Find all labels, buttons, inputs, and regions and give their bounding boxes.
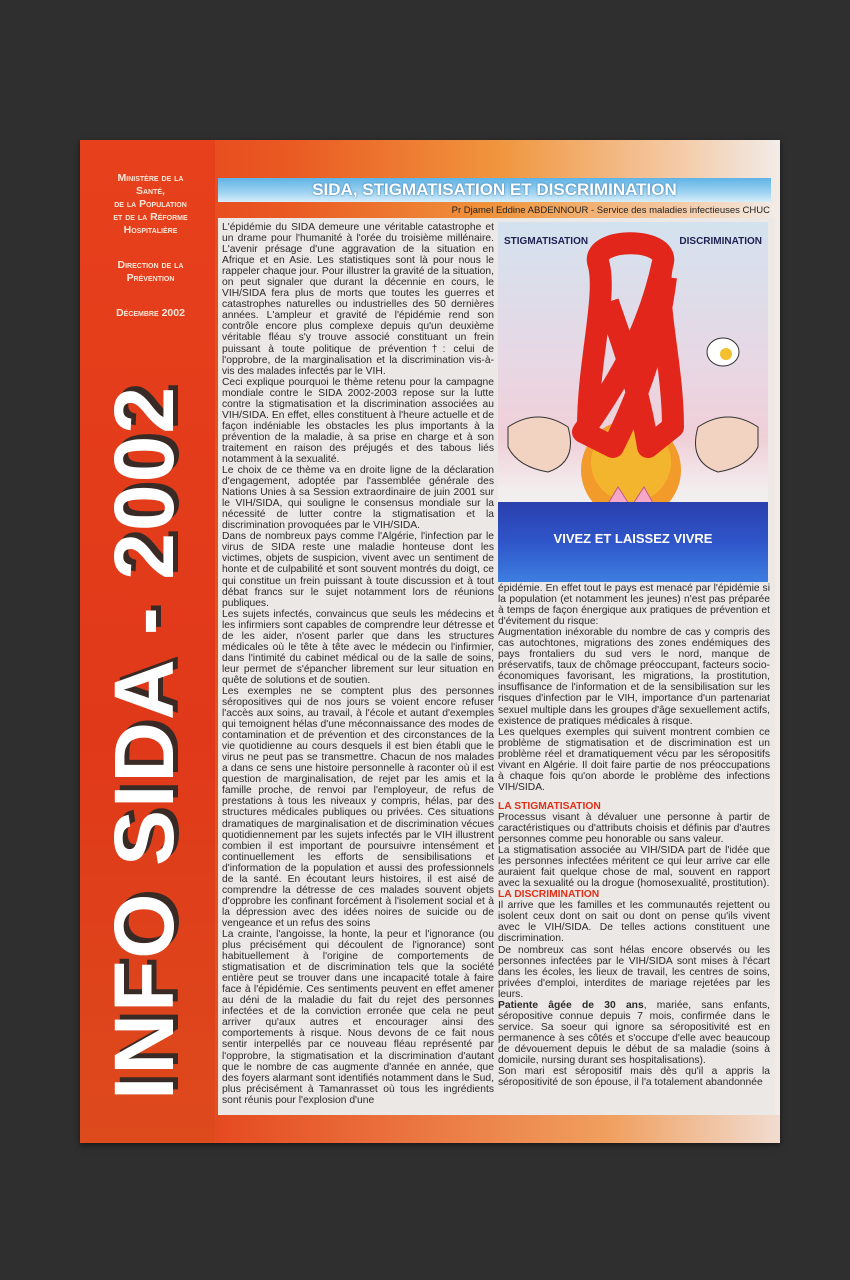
ministry-line: Ministère de la bbox=[117, 172, 184, 184]
issue-date: Décembre 2002 bbox=[116, 307, 185, 319]
paragraph: épidémie. En effet tout le pays est menacé par l'épidémie si la population (et notamment les jeunes) n'est pas préparée à temps de façon énergique aux pratiques de prévention et d'évitement du risque: bbox=[498, 583, 770, 628]
paragraph: La crainte, l'angoisse, la honte, la peur et l'ignorance (ou plus précisément qui découlent de l'ignorance) sont habituellement à l'origine de comportements de stigmatisation et de discrimination tels que la société entière peut se trouver dans une incapacité totale à faire face à l'épidémie. Ces sentiments peuvent en effet amener au déni de la maladie du fait du rejet des personnes infectées et de la conviction erronée que cela ne peut arriver qu'aux autres et encourager ainsi des comportements à risque. Nous devons de ce fait nous sentir interpellés par ce nouveau fléau représenté par l'opprobre, la stigmatisation et la discrimination d'autant que le nombre de cas augmente d'année en année, que des foyers alarmant sont identifiés notamment dans le Sud, plus précisément à Tamanrasset où tous les ingrédients sont réunis pour l'explosion d'une bbox=[222, 929, 494, 1106]
article-author: Pr Djamel Eddine ABDENNOUR - Service des maladies infectieuses CHUC bbox=[451, 205, 770, 216]
paragraph: De nombreux cas sont hélas encore observés ou les personnes infectées par le VIH/SIDA sont mises à l'écart dans les écoles, les lieux de travail, les centres de soins, privées d'emploi, interdites de mariage rejetées par les leurs. bbox=[498, 944, 770, 1000]
paragraph: Dans de nombreux pays comme l'Algérie, l'infection par le virus de SIDA reste une maladie honteuse dont les victimes, objets de suspicion, vivent avec un sentiment de honte et de culpabilité et sont souvent montrés du doigt, ce qui constitue un frein puissant à toute discussion et à tout débat francs sur le sujet notamment lors de réunions publiques. bbox=[222, 531, 494, 609]
ministry-block bbox=[88, 172, 213, 320]
paragraph: La stigmatisation associée au VIH/SIDA part de l'idée que les personnes infectées méritent ce qui leur arrive car elle auraient fait quelque chose de mal, souvent en rapport avec la sexualité ou la drogue (homosexualité, prostitution). bbox=[498, 845, 770, 890]
paragraph: Il arrive que les familles et les communautés rejettent ou isolent ceux dont on sait ou dont on pense qu'ils vivent avec le VIH/SIDA. De telles actions constituent une discrimination. bbox=[498, 900, 770, 945]
paragraph: Les quelques exemples qui suivent montrent combien ce problème de stigmatisation et de discrimination est un problème réel et dramatiquement vécu par les séropositifs vivant en Algérie. Il doit faire partie de nos préoccupations à chaque fois qu'on aborde le problème des infections VIH/SIDA. bbox=[498, 726, 770, 793]
paragraph: Ceci explique pourquoi le thème retenu pour la campagne mondiale contre le SIDA 2002-2003 repose sur la lutte contre la stigmatisation et la discrimination associées au VIH/SIDA. En effet, elles constituent à l'heure actuelle et de façon indéniable les obstacles les plus importants à la prévention de la maladie, à sa prise en charge et à son traitement en raison des préjugés et des tabous liés notamment à la sexualité. bbox=[222, 376, 494, 465]
paragraph: Processus visant à dévaluer une personne à partir de caractéristiques ou d'attributs choisis et définis par d'autres personnes comme peu honorable ou sans valeur. bbox=[498, 811, 770, 846]
poster-slogan: VIVEZ ET LAISSEZ VIVRE bbox=[553, 531, 713, 546]
paragraph bbox=[498, 1000, 770, 1066]
left-sidebar bbox=[80, 140, 215, 1143]
ministry-line: Santé, bbox=[136, 185, 165, 197]
bottom-band bbox=[215, 1115, 780, 1143]
paragraph: L'épidémie du SIDA demeure une véritable catastrophe et un drame pour l'humanité à l'orée du troisième millénaire. L'avenir présage d'une aggravation de la situation en Afrique et en Asie. Les statistiques sont là pour nous le rappeler chaque jour. Pour illustrer la gravité de la situation, on peut signaler que durant la décennie en cours, le VIH/SIDA fera plus de morts que toutes les guerres et catastrophes naturelles ou industrielles des 50 dernières années. L'ampleur et gravité de l'épidémie rend son contrôle encore plus complexe depuis qu'un deuxième véritable fléau s'y trouve associé constituant un frein puissant à toute politique de prévention†: celui de l'opprobre, de la marginalisation et la discrimination vis-à-vis des malades infectés par le VIH. bbox=[222, 222, 494, 377]
poster-text: STIGMATISATION bbox=[504, 236, 589, 247]
paragraph: Le choix de ce thème va en droite ligne de la déclaration d'engagement, adoptée par l'assemblée générale des Nations Unies à sa Session extraordinaire de juin 2001 sur le VIH/SIDA, qui souligne le consensus mondiale sur la nécessité de lutter contre la stigmatisation et la discrimination provoquées par le VIH/SIDA. bbox=[222, 465, 494, 532]
paragraph: Les exemples ne se comptent plus des personnes séropositives qui de nos jours se voient encore refuser l'accès aux soins, au travail, à l'école et autant d'exemples qui temoignent hélas d'une méconnaissance des modes de contamination et de prévention et des circonstances de la vie quotidienne au cours desquels il est bien établi que le virus ne peut pas se transmettre. Chacun de nos malades a dans ce sens une histoire personnelle à raconter où il est question de marginalisation, de rejet par les amis et la famille proche, de renvoi par l'employeur, de refus de prestations à tous les niveaux y compris, hélas, par des structures médicales publiques ou privées. Ces situations dramatiques de marginalisation et de discrimination vécues quotidiennement par les sujets infectés par le VIH illustrent combien il est important de poursuivre intensément et continuellement les efforts de sensibilisations et d'information de la population et aussi des professionnels de la santé. En écoutant leurs histoires, il est aisé de comprendre la détresse de ces malades souvent objets d'opprobre les confinant forcément à l'isolement social et à la dépression avec des idées noires de suicide ou de vengeance et un refus des soins bbox=[222, 685, 494, 929]
article-body bbox=[218, 218, 775, 1115]
direction-line: Direction de la bbox=[117, 259, 184, 271]
ministry-line: de la Population bbox=[114, 198, 187, 210]
poster-text: ET bbox=[626, 236, 639, 247]
ministry-line: et de la Réforme bbox=[113, 211, 188, 223]
right-column bbox=[498, 583, 770, 1088]
case-text: , mariée, sans enfants, séropositive connue depuis 7 mois, confirmée dans le service. Sa soeur qui ignore sa séropositivité est en permanence à ses côtés et s'occupe d'elle avec beaucoup de dévouement depuis le début de sa maladie (soins à domicile, nursing durant ses hospitalisations). bbox=[498, 999, 771, 1066]
paragraph: Son mari est séropositif mais dès qu'il a appris la séropositivité de son épouse, il l'a totalement abandonnée bbox=[498, 1066, 770, 1089]
section-heading: LA STIGMATISATION bbox=[498, 800, 601, 812]
publication-title: INFO SIDA - 2002 bbox=[97, 384, 191, 1100]
paragraph: Les sujets infectés, convaincus que seuls les médecins et les infirmiers sont capables de comprendre leur détresse et de les aider, n'osent parler que dans les structures médicales où le tête à tête avec le médecin ou l'infirmier, dans l'intimité du cabinet médical ou de la salle de soins, leur permet de s'épancher librement sur leur situation en quête de solutions et de soutien. bbox=[222, 608, 494, 686]
section-heading: LA DISCRIMINATION bbox=[498, 889, 600, 901]
case-label: Patiente âgée de 30 ans bbox=[498, 999, 644, 1011]
article-title: SIDA, STIGMATISATION ET DISCRIMINATION bbox=[218, 178, 771, 202]
paragraph: Augmentation inéxorable du nombre de cas y compris des cas autochtones, migrations des zones endémiques des pays frontaliers du sud vers le nord, manque de préservatifs, taux de chômage préoccupant, facteurs socio-économiques favorisant, les migrations, la prostitution, insuffisance de l'information et de la sensibilisation sur les risques d'infection par le VIH, importance d'un partenariat sexuel multiple dans les groupes d'âge sexuellement actifs, existence de pratiques médicales à risque. bbox=[498, 627, 770, 727]
left-column bbox=[222, 222, 494, 1106]
poster-text: DISCRIMINATION bbox=[679, 236, 762, 247]
poster-illustration bbox=[498, 222, 768, 582]
ministry-line: Hospitalière bbox=[123, 224, 178, 236]
direction-line: Prévention bbox=[126, 272, 175, 284]
brochure-page bbox=[80, 140, 780, 1143]
